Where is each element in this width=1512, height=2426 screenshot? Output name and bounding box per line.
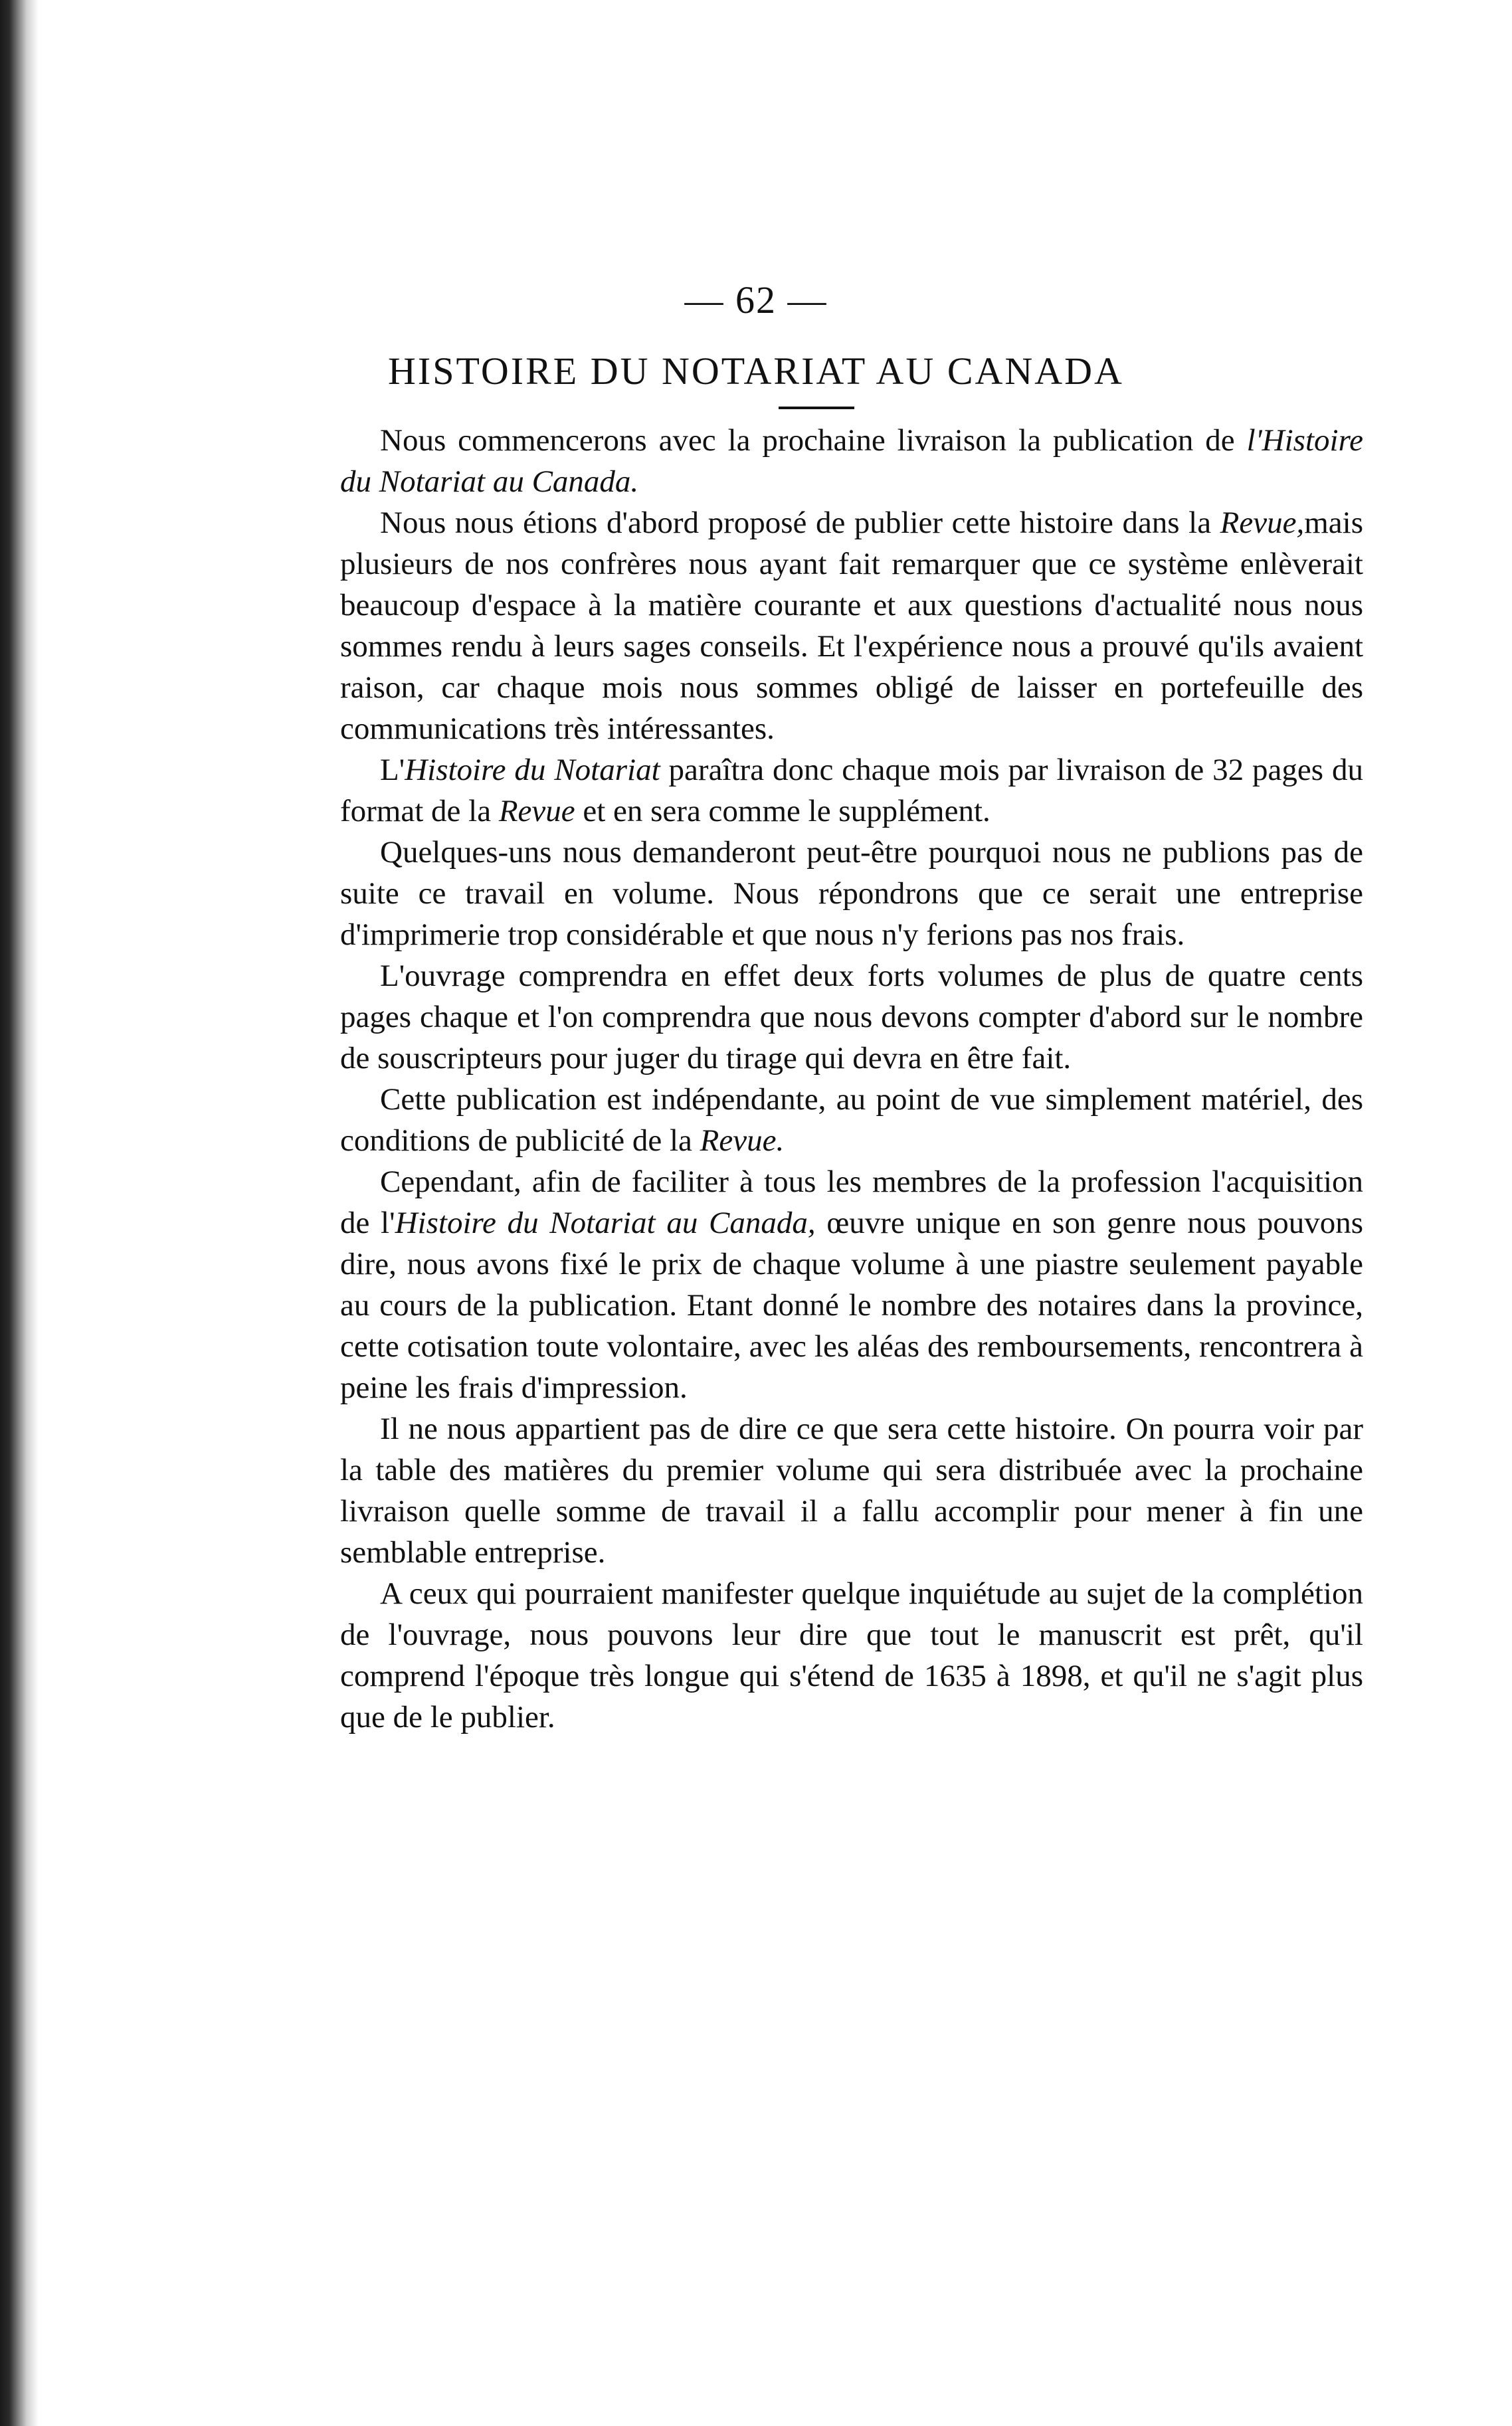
paragraph	[340, 955, 1363, 1079]
paragraph	[340, 1573, 1363, 1738]
page-title: HISTOIRE DU NOTARIAT AU CANADA	[388, 349, 1124, 393]
text-run: Cependant, afin de faciliter à tous les membres de la profession l'acquisition de l'	[340, 1165, 1363, 1240]
text-run: Il ne nous appartient pas de dire ce que sera cette histoire. On pourra voir par la table des matières du premier volume qui sera distribuée avec la prochaine livraison quelle somme de travail il a fallu accomplir pour mener à fin une semblable entreprise.	[340, 1412, 1363, 1570]
text-run: et en sera comme le supplément.	[575, 794, 991, 828]
italic-text-run: Revue.	[700, 1123, 785, 1158]
text-run: L'	[380, 753, 405, 787]
article-body	[340, 420, 1363, 1738]
italic-text-run: l'Histoire du Notariat au Canada.	[340, 423, 1363, 499]
italic-text-run: Histoire du Notariat	[405, 753, 660, 787]
text-run: A ceux qui pourraient manifester quelque inquiétude au sujet de la complétion de l'ouvrage, nous pouvons leur dire que tout le manuscrit est prêt, qu'il comprend l'époque très longue qui s'étend de 1635 à 1898, et qu'il ne s'agit plus que de le publier.	[340, 1576, 1363, 1734]
text-run: mais plusieurs de nos confrères nous ayant fait remarquer que ce système enlèverait beaucoup d'espace à la matière courante et aux questions d'actualité nous nous sommes rendu à leurs sages conseils. Et l'expérience nous a prouvé qu'ils avaient raison, car chaque mois nous sommes obligé de laisser en portefeuille des communications très intéressantes.	[340, 506, 1363, 746]
italic-text-run: Revue	[498, 794, 575, 828]
text-run: Nous commencerons avec la prochaine livraison la publication de	[380, 423, 1247, 458]
italic-text-run: Histoire du Notariat au Canada,	[395, 1206, 816, 1240]
text-run: œuvre unique en son genre nous pouvons dire, nous avons fixé le prix de chaque volume à une piastre seulement payable au cours de la publication. Etant donné le nombre des notaires dans la province, cette cotisation toute volontaire, avec les aléas des remboursements, rencontrera à peine les frais d'impression.	[340, 1206, 1363, 1405]
text-run: Nous nous étions d'abord proposé de publier cette histoire dans la	[380, 506, 1220, 540]
paragraph	[340, 420, 1363, 502]
paragraph	[340, 1161, 1363, 1408]
paragraph	[340, 1408, 1363, 1573]
paragraph	[340, 1079, 1363, 1161]
text-run: Cette publication est indépendante, au point de vue simplement matériel, des conditions de publicité de la	[340, 1082, 1363, 1158]
italic-text-run: Revue,	[1220, 506, 1305, 540]
paragraph	[340, 749, 1363, 832]
text-run: paraîtra donc chaque mois par livraison de 32 pages du format de la	[340, 753, 1363, 828]
paragraph	[340, 502, 1363, 749]
text-run: L'ouvrage comprendra en effet deux forts volumes de plus de quatre cents pages chaque et l'on comprendra que nous devons compter d'abord sur le nombre de souscripteurs pour juger du tirage qui devra en être fait.	[340, 959, 1363, 1075]
page-number: — 62 —	[684, 278, 828, 322]
text-run: Quelques-uns nous demanderont peut-être pourquoi nous ne publions pas de suite ce travail en volume. Nous répondrons que ce serait une entreprise d'imprimerie trop considérable et que nous n'y ferions pas nos frais.	[340, 835, 1363, 952]
title-rule	[779, 407, 854, 409]
paragraph	[340, 832, 1363, 955]
